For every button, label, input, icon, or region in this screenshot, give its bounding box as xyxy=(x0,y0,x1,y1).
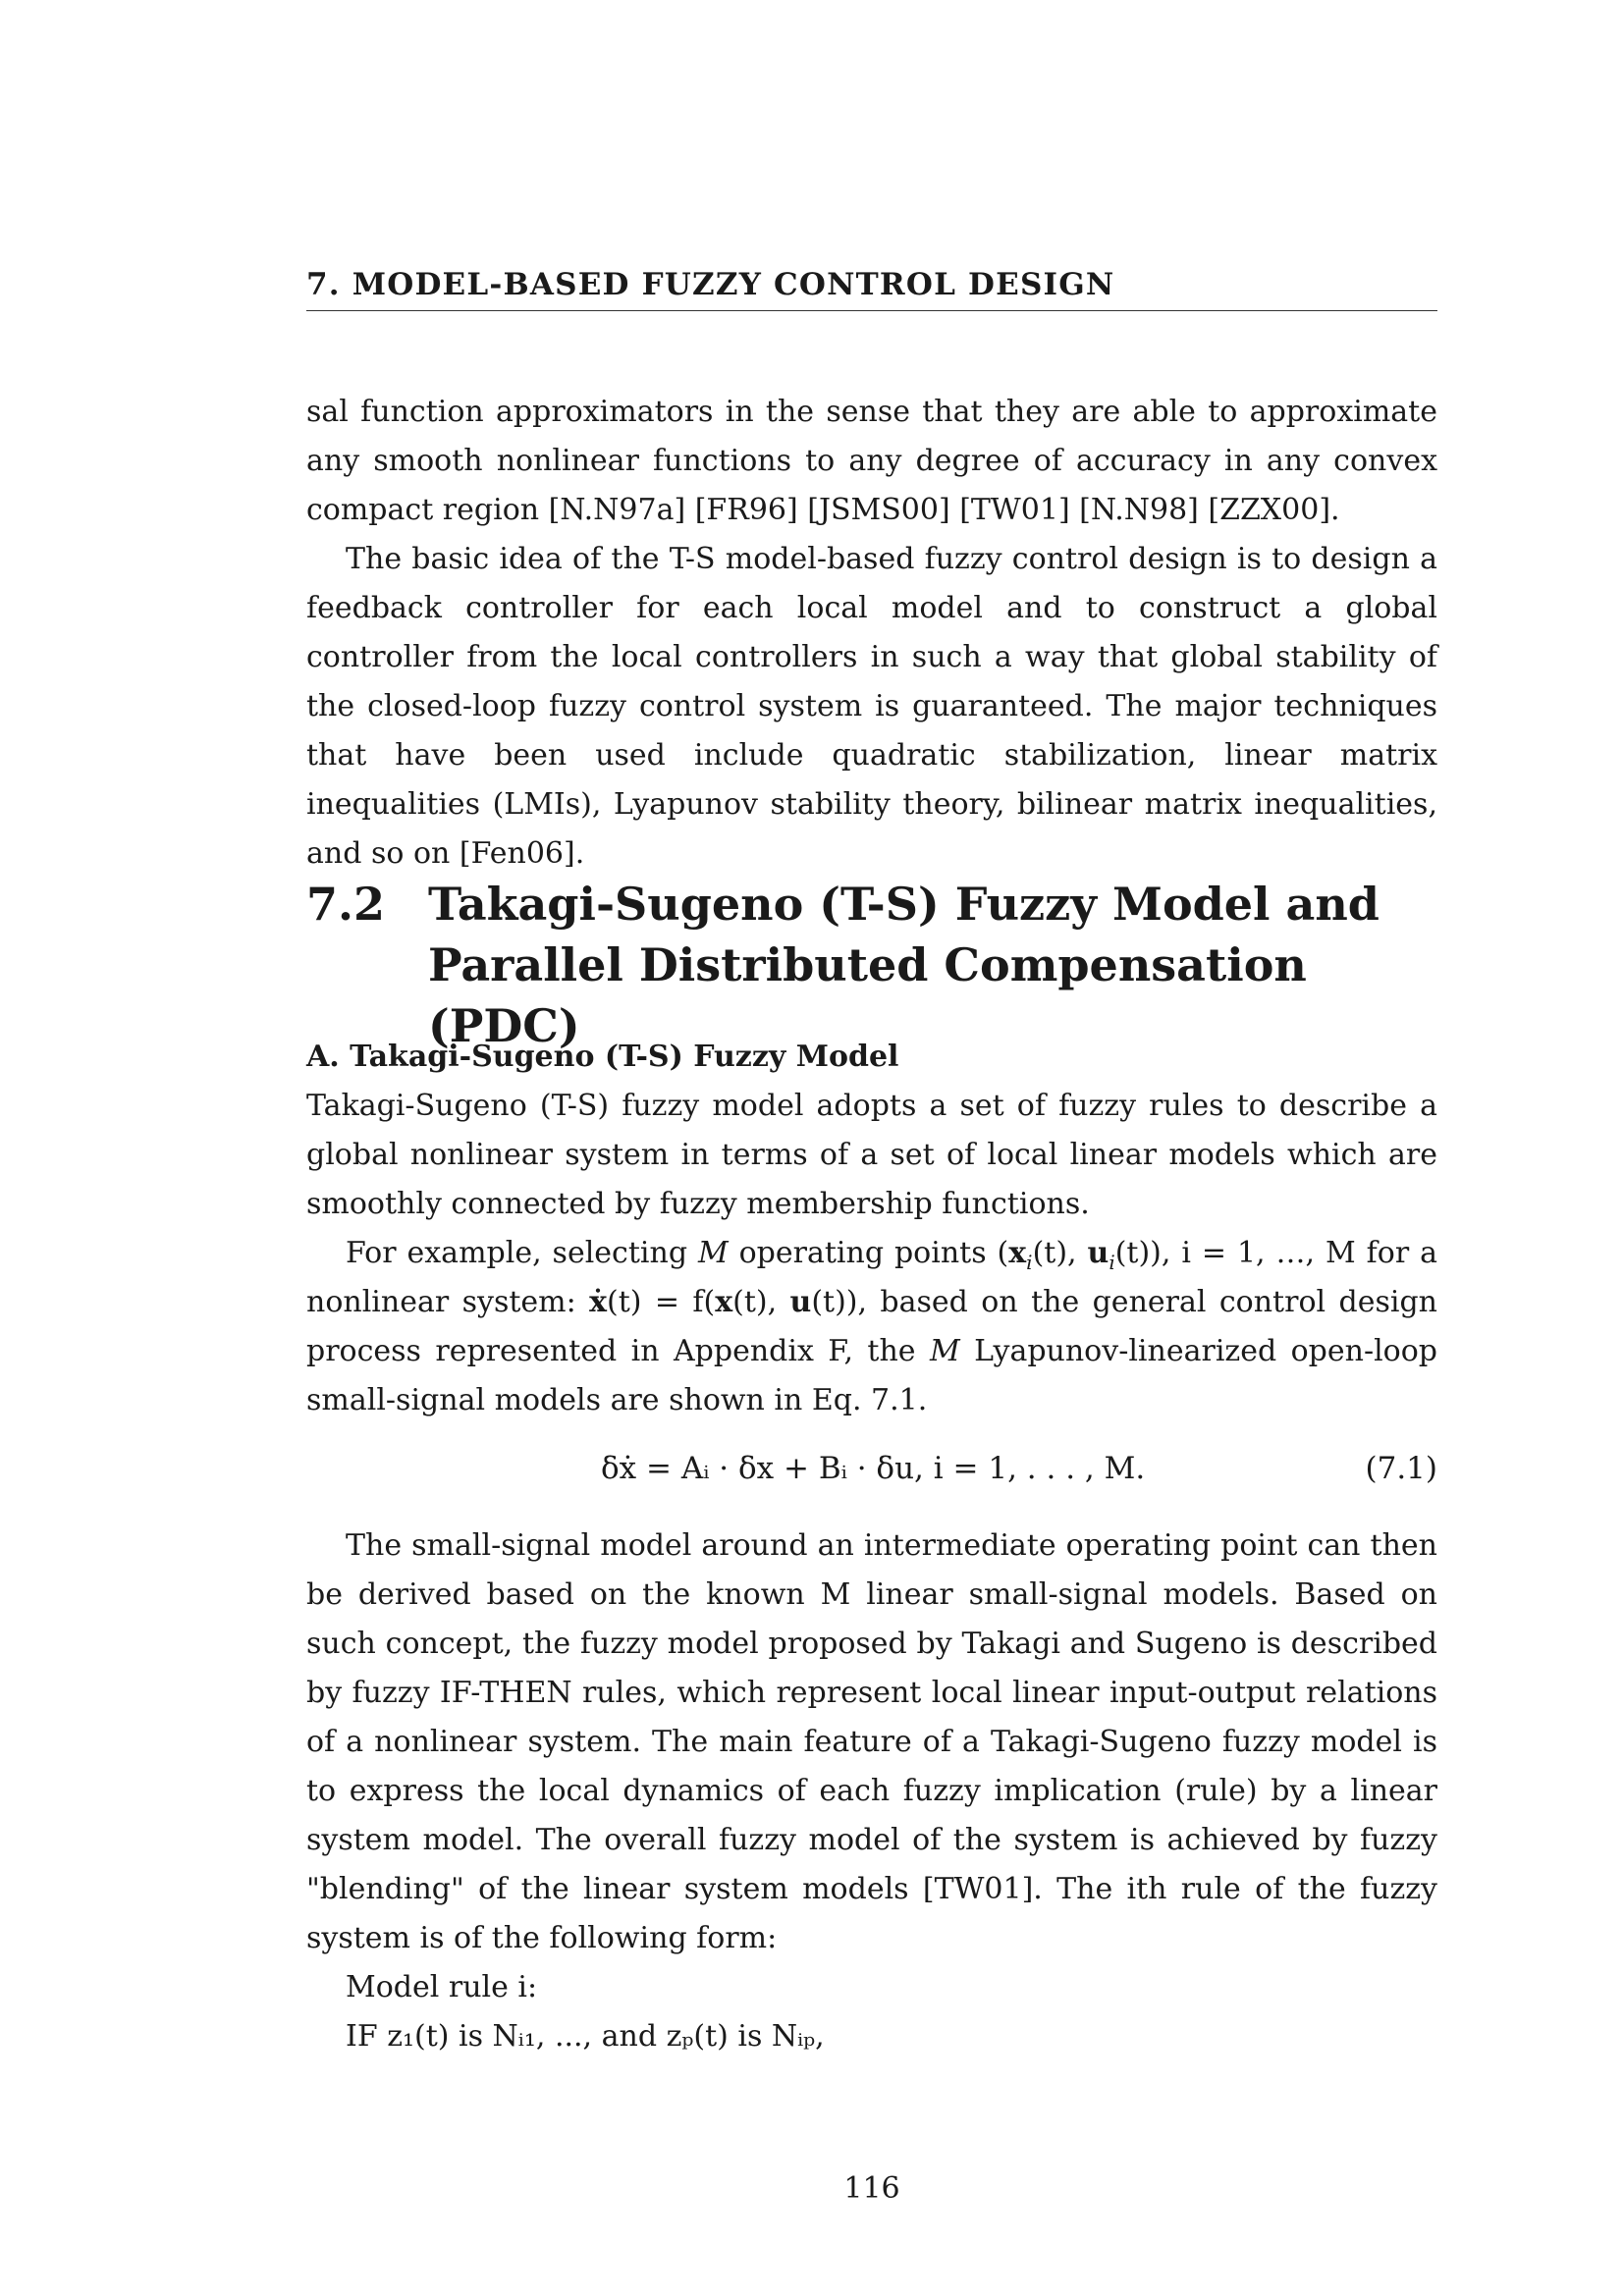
body-text-main xyxy=(306,1033,1437,2061)
example-text-5: (t), xyxy=(732,1285,790,1319)
example-M-2: M xyxy=(929,1334,960,1368)
example-x-2: x xyxy=(715,1285,733,1319)
example-text-t: (t), xyxy=(1032,1236,1088,1270)
equation-7-1 xyxy=(306,1439,1437,1498)
example-sub-i-2: i xyxy=(1109,1251,1115,1274)
page-number: 116 xyxy=(843,2171,900,2206)
paragraph-continuation: sal function approximators in the sense that they are able to approximate any smooth nonlinear functions to any degree of accuracy in any convex compact region [N.N97a] [FR96] [JSMS00] [TW01] [N.N98] [ZZX00]. xyxy=(306,395,1437,527)
paragraph-after-equation: The small-signal model around an intermediate operating point can then be derived based on the known M linear small-signal models. Based on such concept, the fuzzy model proposed by Takagi and Sugeno is described by fuzzy IF-THEN rules, which represent local linear input-output relations of a nonlinear system. The main feature of a Takagi-Sugeno fuzzy model is to express the local dynamics of each fuzzy implication (rule) by a linear system model. The overall fuzzy model of the system is achieved by fuzzy "blending" of the linear system models [TW01]. The ith rule of the fuzzy system is of the following form: xyxy=(306,1528,1437,1955)
example-sub-i: i xyxy=(1026,1251,1033,1274)
subsection-heading: A. Takagi-Sugeno (T-S) Fuzzy Model xyxy=(306,1040,899,1074)
equation-number: (7.1) xyxy=(1365,1451,1437,1486)
paragraph-example xyxy=(306,1229,1437,1425)
body-text-top xyxy=(306,388,1437,879)
example-text-6: (t)), based on the general control design process represented in Appendix F, the xyxy=(306,1285,1437,1368)
example-u-2: u xyxy=(789,1285,812,1319)
section-heading xyxy=(306,874,1437,1056)
example-xdot: ẋ xyxy=(589,1285,607,1319)
example-text-4: (t) = f( xyxy=(607,1285,716,1319)
example-text-3: (t)), i = 1, …, M for a nonlinear system: xyxy=(306,1236,1437,1319)
running-head: 7. MODEL-BASED FUZZY CONTROL DESIGN xyxy=(306,267,1437,311)
section-title: Takagi-Sugeno (T-S) Fuzzy Model and Parallel Distributed Compensation (PDC) xyxy=(428,878,1380,1052)
example-text-7: Lyapunov-linearized open-loop small-signal models are shown in Eq. 7.1. xyxy=(306,1334,1438,1417)
example-x: x xyxy=(1008,1236,1027,1270)
paragraph-intro: Takagi-Sugeno (T-S) fuzzy model adopts a set of fuzzy rules to describe a global nonlinear system in terms of a set of local linear models which are smoothly connected by fuzzy membership functions. xyxy=(306,1089,1437,1221)
model-rule-line: Model rule i: xyxy=(346,1970,538,2004)
equation-body: δẋ = Aᵢ · δx + Bᵢ · δu, i = 1, . . . , M. xyxy=(601,1451,1146,1486)
section-number: 7.2 xyxy=(306,878,386,931)
example-u: u xyxy=(1087,1236,1109,1270)
if-line: IF z₁(t) is Nᵢ₁, ..., and zₚ(t) is Nᵢₚ, xyxy=(346,2019,825,2054)
example-M: M xyxy=(697,1236,729,1270)
paragraph-basic-idea: The basic idea of the T-S model-based fuzzy control design is to design a feedback controller for each local model and to construct a global controller from the local controllers in such a way that global stability of the closed-loop fuzzy control system is guaranteed. The major techniques that have been used include quadratic stabilization, linear matrix inequalities (LMIs), Lyapunov stability theory, bilinear matrix inequalities, and so on [Fen06]. xyxy=(306,542,1437,871)
example-text-1: For example, selecting xyxy=(346,1236,698,1270)
example-text-2: operating points ( xyxy=(728,1236,1009,1270)
